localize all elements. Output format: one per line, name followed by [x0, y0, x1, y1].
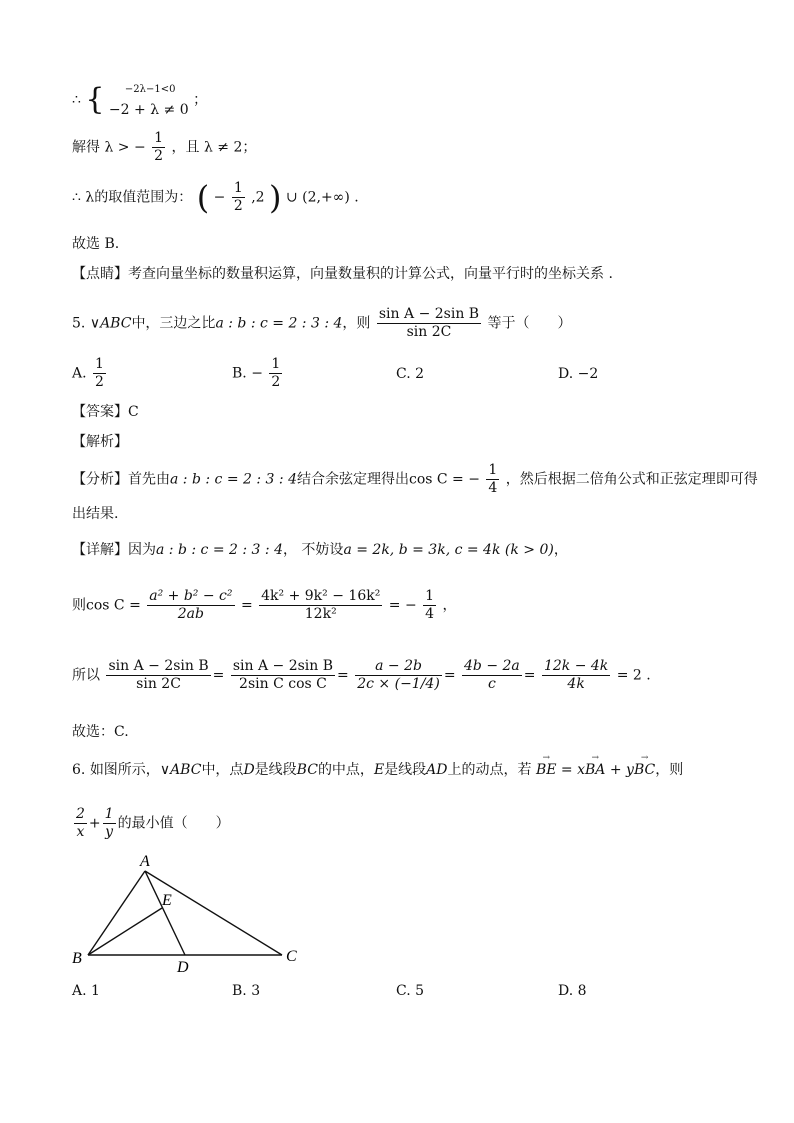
frac-num: 4b − 2a: [464, 658, 520, 674]
equals-sign: =: [240, 597, 253, 614]
option-fraction: [269, 356, 282, 391]
side-assignment: a = 2k, b = 3k, c = 4k (k > 0): [343, 542, 554, 558]
frac-den: c: [487, 676, 496, 692]
cosine-expr: cos C = −: [408, 471, 480, 488]
fraction-2: [231, 658, 335, 693]
fraction-1: [106, 658, 210, 693]
choice-b-line: 故选 B.: [72, 236, 120, 252]
q6-option-c: C. 5: [396, 983, 425, 999]
frac-den: 2: [233, 198, 243, 214]
frac-den: 2c × (−1/4): [357, 676, 440, 692]
key-point-label: 【点睛】: [72, 266, 128, 282]
sine-ratio-fraction: [377, 306, 481, 341]
fraction-half: [152, 130, 165, 165]
question-number: 6.: [72, 762, 86, 778]
condition-bottom: −2 + λ ≠ 0: [108, 102, 189, 118]
frac-num: 1: [154, 130, 164, 146]
q6-option-d: D. 8: [558, 983, 587, 999]
option-d: D. −2: [558, 366, 599, 382]
key-point-text: 考查向量坐标的数量积运算，向量数量积的计算公式，向量平行时的坐标关系 .: [128, 266, 613, 282]
vector-bc: → BC: [634, 760, 655, 780]
cosine-prefix: 则: [72, 597, 86, 614]
option-a: [72, 356, 108, 391]
frac-den: 4: [488, 480, 498, 496]
frac-num: 1: [271, 356, 281, 372]
triangle-figure: [60, 848, 320, 978]
question-5-stem: [72, 306, 572, 341]
solve-suffix: ，且 λ ≠ 2；: [171, 139, 257, 156]
fraction-3: [355, 658, 442, 693]
range-mid: ,2: [251, 189, 265, 206]
stem-text: 的最小值（ ）: [117, 815, 230, 832]
quarter-fraction: [486, 462, 499, 497]
analysis-title: 【解析】: [72, 434, 128, 450]
period: .: [646, 667, 651, 684]
side-ratio: a : b : c = 2 : 3 : 4: [215, 315, 343, 332]
frac-den: 2ab: [177, 606, 204, 622]
cosine-line: [72, 588, 457, 623]
analysis-text: 首先由: [128, 471, 170, 488]
frac-num: 12k − 4k: [543, 658, 609, 674]
left-brace: {: [85, 82, 105, 117]
option-b: [232, 356, 284, 391]
vector-ba: → BA: [585, 760, 605, 780]
frac-den: 4k: [567, 676, 585, 692]
triangle-name: ABC: [170, 762, 202, 778]
fraction-5: [542, 658, 610, 693]
point-e: E: [373, 762, 385, 778]
range-line: [72, 180, 359, 215]
side-ratio: a : b : c = 2 : 3 : 4: [156, 542, 283, 558]
cosine-expr: cos C =: [86, 597, 141, 614]
stem-text: 的中点，: [317, 762, 374, 778]
solve-line: [72, 130, 256, 165]
fraction-4: [462, 658, 522, 693]
k-fraction: [259, 588, 382, 623]
frac-den: sin 2C: [136, 676, 181, 692]
triangle-name: ABC: [100, 315, 132, 332]
frac-num: 1: [488, 462, 498, 478]
detail-text: ，: [553, 542, 568, 558]
analysis-label: 【分析】: [72, 471, 128, 488]
frac-num: 4k² + 9k² − 16k²: [261, 588, 381, 604]
minus-sign: −: [213, 189, 226, 206]
label-a: A: [140, 853, 150, 870]
fraction-1-over-y: [103, 806, 116, 841]
label-e: E: [162, 892, 172, 909]
frac-den: 4: [425, 606, 435, 622]
label-b: B: [72, 950, 82, 967]
frac-den: sin 2C: [406, 324, 452, 340]
semicolon: ；: [193, 92, 208, 108]
cosine-law-fraction: [147, 588, 234, 623]
analysis-line-2: 出结果.: [72, 506, 119, 522]
analysis-line: [72, 462, 758, 497]
comma: ，: [442, 597, 457, 614]
frac-num: sin A − 2sin B: [108, 658, 209, 674]
frac-num: sin A − 2sin B: [232, 658, 334, 674]
fraction-half: [232, 180, 245, 215]
condition-top: −2λ−1<0: [124, 84, 176, 95]
label-d: D: [177, 959, 189, 976]
result-value: = 2: [616, 667, 642, 684]
option-fraction: [93, 356, 106, 391]
quarter-fraction: [423, 588, 436, 623]
frac-num: 1: [233, 180, 243, 196]
triangle-symbol: ∨: [159, 762, 171, 778]
stem-text: ，则: [342, 315, 371, 332]
frac-den: 2: [271, 374, 281, 390]
stem-text: 中，三边之比: [131, 315, 216, 332]
choose-c-line: 故选：C.: [72, 724, 129, 740]
result-line: 所以 $\frac{\text{sin A − 2sin B}}{\sin 2C}$ = $\frac{\text{sin A − 2sin B}}{\text{2sin C cos C}}$ = $\frac{a - 2b}{2c \times (-1/4)}$ = $\frac{4b - 2a}{c}$ = $\frac{12k - 4k}{4k}$ = 2 .: [72, 658, 651, 692]
frac-den: y: [105, 824, 114, 840]
point-d: D: [243, 762, 255, 778]
frac-den: 2sin C cos C: [239, 676, 327, 692]
range-tail: (2,+∞): [302, 189, 350, 206]
question-6-stem: [72, 760, 683, 780]
detail-line: [72, 540, 568, 560]
frac-num: 1: [104, 806, 114, 822]
equals-x: = x: [556, 762, 586, 778]
range-prefix: ∴ λ的取值范围为：: [72, 189, 193, 206]
frac-num: a² + b² − c²: [149, 588, 233, 604]
stem-text: 等于（ ）: [487, 315, 572, 332]
triangle-symbol: ∨: [89, 315, 101, 332]
segment-bc: BC: [296, 762, 318, 778]
option-label: B.: [232, 365, 247, 382]
frac-den: x: [76, 824, 85, 840]
analysis-text: ，然后根据二倍角公式和正弦定理即可得: [505, 471, 758, 488]
detail-text: 因为: [128, 542, 156, 558]
stem-text: 中，点: [201, 762, 244, 778]
stem-text: ，则: [655, 762, 684, 778]
frac-num: 1: [95, 356, 104, 372]
segment-ad: AD: [426, 762, 448, 778]
solve-prefix: 解得 λ > −: [72, 139, 146, 156]
result-prefix: 所以: [72, 667, 100, 684]
option-label: A.: [72, 365, 87, 382]
segment-be-line: [88, 908, 162, 955]
therefore-symbol: ∴: [72, 92, 81, 108]
frac-den: 12k²: [304, 606, 337, 622]
key-point-line: [72, 264, 613, 284]
detail-label: 【详解】: [72, 542, 128, 558]
right-paren: ): [269, 178, 282, 217]
range-end: .: [354, 189, 359, 206]
frac-den: 2: [154, 148, 164, 164]
q6-option-b: B. 3: [232, 983, 261, 999]
option-c: C. 2: [396, 366, 425, 382]
frac-num: sin A − 2sin B: [378, 306, 480, 322]
stem-text: 是线段: [254, 762, 297, 778]
analysis-text: 结合余弦定理得出: [296, 471, 409, 488]
fraction-2-over-x: [74, 806, 87, 841]
frac-num: 2: [76, 806, 85, 822]
stem-text: 如图所示，: [89, 762, 160, 778]
union-symbol: ∪: [285, 189, 298, 206]
plus-sign: +: [88, 815, 101, 832]
detail-text: ， 不妨设: [282, 542, 344, 558]
left-paren: (: [196, 178, 210, 217]
vector-be: → BE: [536, 760, 557, 780]
question-number: 5.: [72, 315, 86, 332]
frac-num: a − 2b: [355, 658, 442, 676]
side-ratio: a : b : c = 2 : 3 : 4: [170, 471, 297, 488]
answer-line: 【答案】C: [72, 404, 139, 420]
q6-option-a: A. 1: [72, 983, 100, 999]
stem-text: 上的动点，若: [447, 762, 532, 778]
label-c: C: [286, 948, 297, 965]
stem-text: 是线段: [384, 762, 427, 778]
condition-system: [72, 80, 207, 120]
question-6-expr: [72, 806, 230, 841]
frac-num: 1: [425, 588, 435, 604]
frac-den: 2: [95, 374, 104, 390]
side-ab: [88, 871, 145, 955]
plus-y: + y: [605, 762, 634, 778]
equals-minus: = −: [388, 597, 417, 614]
minus-sign: −: [251, 365, 263, 382]
